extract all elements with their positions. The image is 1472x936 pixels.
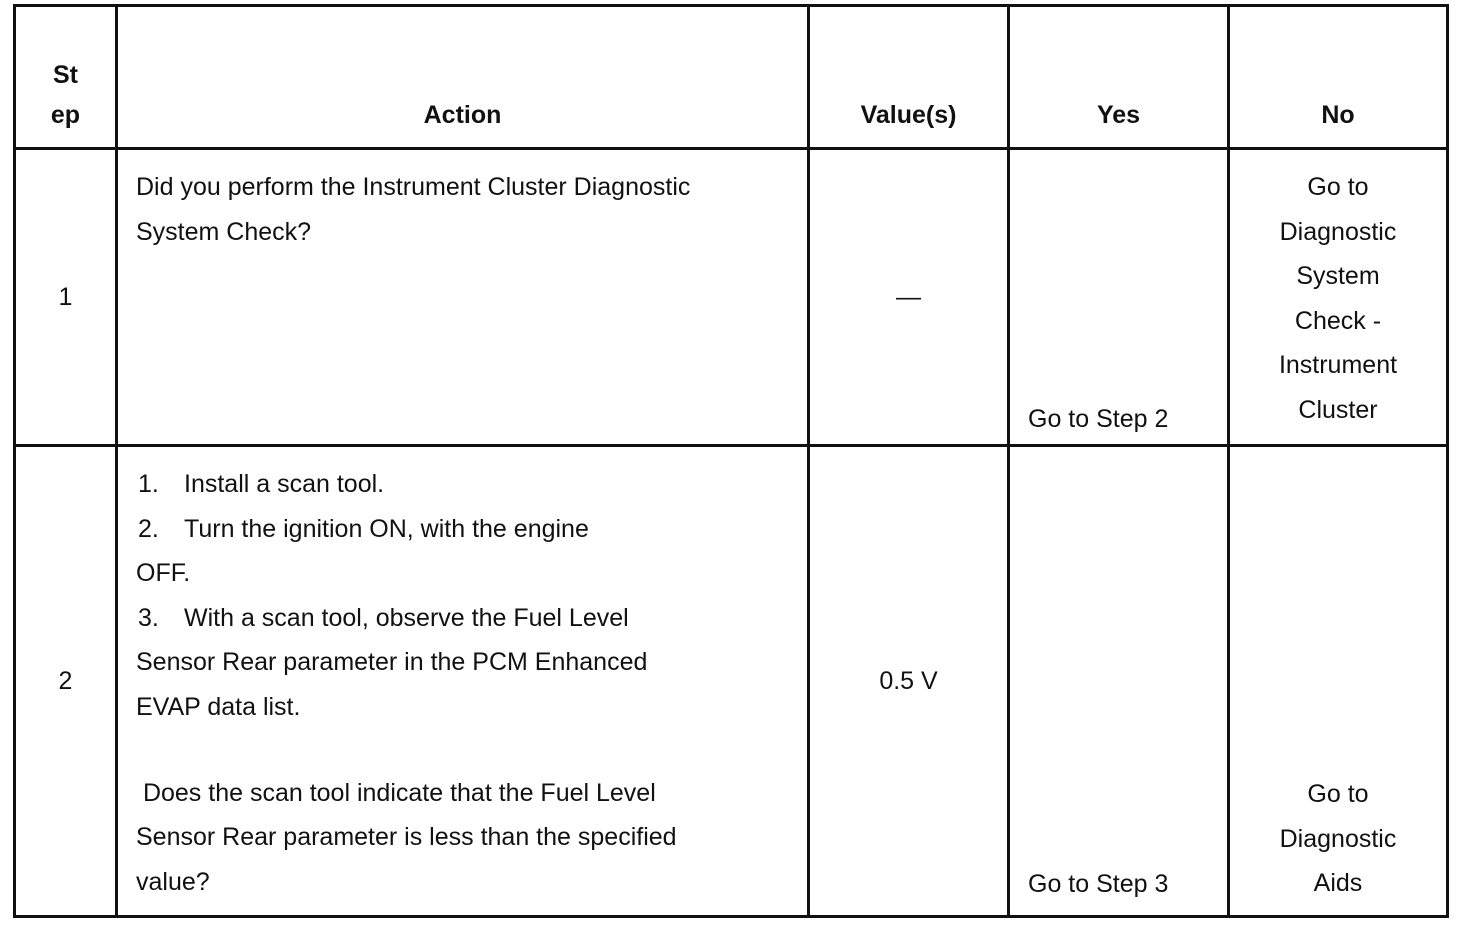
row1-action-line: Did you perform the Instrument Cluster Diagnostic xyxy=(136,173,691,201)
header-no-label: No xyxy=(1321,101,1355,129)
row1-action xyxy=(136,165,806,254)
list-item-number: 1. xyxy=(138,470,159,498)
row2-value xyxy=(810,447,1007,915)
row1-value-text: — xyxy=(896,282,921,311)
list-item-text: With a scan tool, observe the Fuel Level xyxy=(184,603,629,632)
header-values xyxy=(810,7,1007,147)
row2-step-number: 2 xyxy=(58,666,73,695)
row2-action xyxy=(136,462,806,904)
row2-yes xyxy=(1028,447,1227,915)
list-item xyxy=(136,507,806,552)
header-yes xyxy=(1010,7,1227,147)
row1-no-line: Go to xyxy=(1307,173,1369,201)
list-item-number: 3. xyxy=(138,603,159,632)
question-line: value? xyxy=(136,867,210,896)
list-item-continuation: OFF. xyxy=(136,559,191,588)
list-item-text: Install a scan tool. xyxy=(184,470,385,498)
list-item-number: 2. xyxy=(138,514,159,543)
question-line: Sensor Rear parameter is less than the specified xyxy=(136,823,677,852)
row-divider xyxy=(16,444,1446,447)
row2-no xyxy=(1230,772,1446,906)
row2-step xyxy=(16,447,115,915)
header-no xyxy=(1230,7,1446,147)
diagnostic-table xyxy=(13,4,1449,918)
header-step-line1: St xyxy=(53,61,78,89)
header-action-label: Action xyxy=(423,101,502,129)
spacer xyxy=(136,730,806,771)
row2-yes-text: Go to Step 3 xyxy=(1028,870,1169,898)
row2-no-line: Go to xyxy=(1307,780,1369,808)
row1-action-line: System Check? xyxy=(136,217,312,246)
row1-no-line: Check - xyxy=(1294,306,1382,335)
row2-value-text: 0.5 V xyxy=(879,666,938,695)
header-step-line2: ep xyxy=(50,101,81,129)
question-line: Does the scan tool indicate that the Fuel Level xyxy=(136,778,656,807)
list-item-continuation: Sensor Rear parameter in the PCM Enhanced xyxy=(136,648,648,677)
header-action xyxy=(118,7,807,147)
row1-no-line: Diagnostic xyxy=(1279,217,1397,246)
list-item-text: Turn the ignition ON, with the engine xyxy=(184,514,589,543)
row1-yes-text: Go to Step 2 xyxy=(1028,405,1169,433)
header-step xyxy=(16,7,115,147)
row1-step-number: 1 xyxy=(58,282,73,311)
row2-no-line: Aids xyxy=(1313,869,1363,898)
row1-no-line: Instrument xyxy=(1278,351,1398,380)
header-yes-label: Yes xyxy=(1096,101,1141,129)
row1-no-line: System xyxy=(1296,262,1380,291)
row1-no xyxy=(1230,165,1446,433)
header-values-label: Value(s) xyxy=(860,101,957,129)
list-item-continuation: EVAP data list. xyxy=(136,692,301,721)
row-divider xyxy=(16,147,1446,150)
row1-yes xyxy=(1028,150,1227,444)
list-item xyxy=(136,462,806,507)
row1-step xyxy=(16,150,115,444)
row1-value xyxy=(810,150,1007,444)
list-item xyxy=(136,596,806,641)
row2-no-line: Diagnostic xyxy=(1279,824,1397,853)
row1-no-line: Cluster xyxy=(1298,395,1378,424)
